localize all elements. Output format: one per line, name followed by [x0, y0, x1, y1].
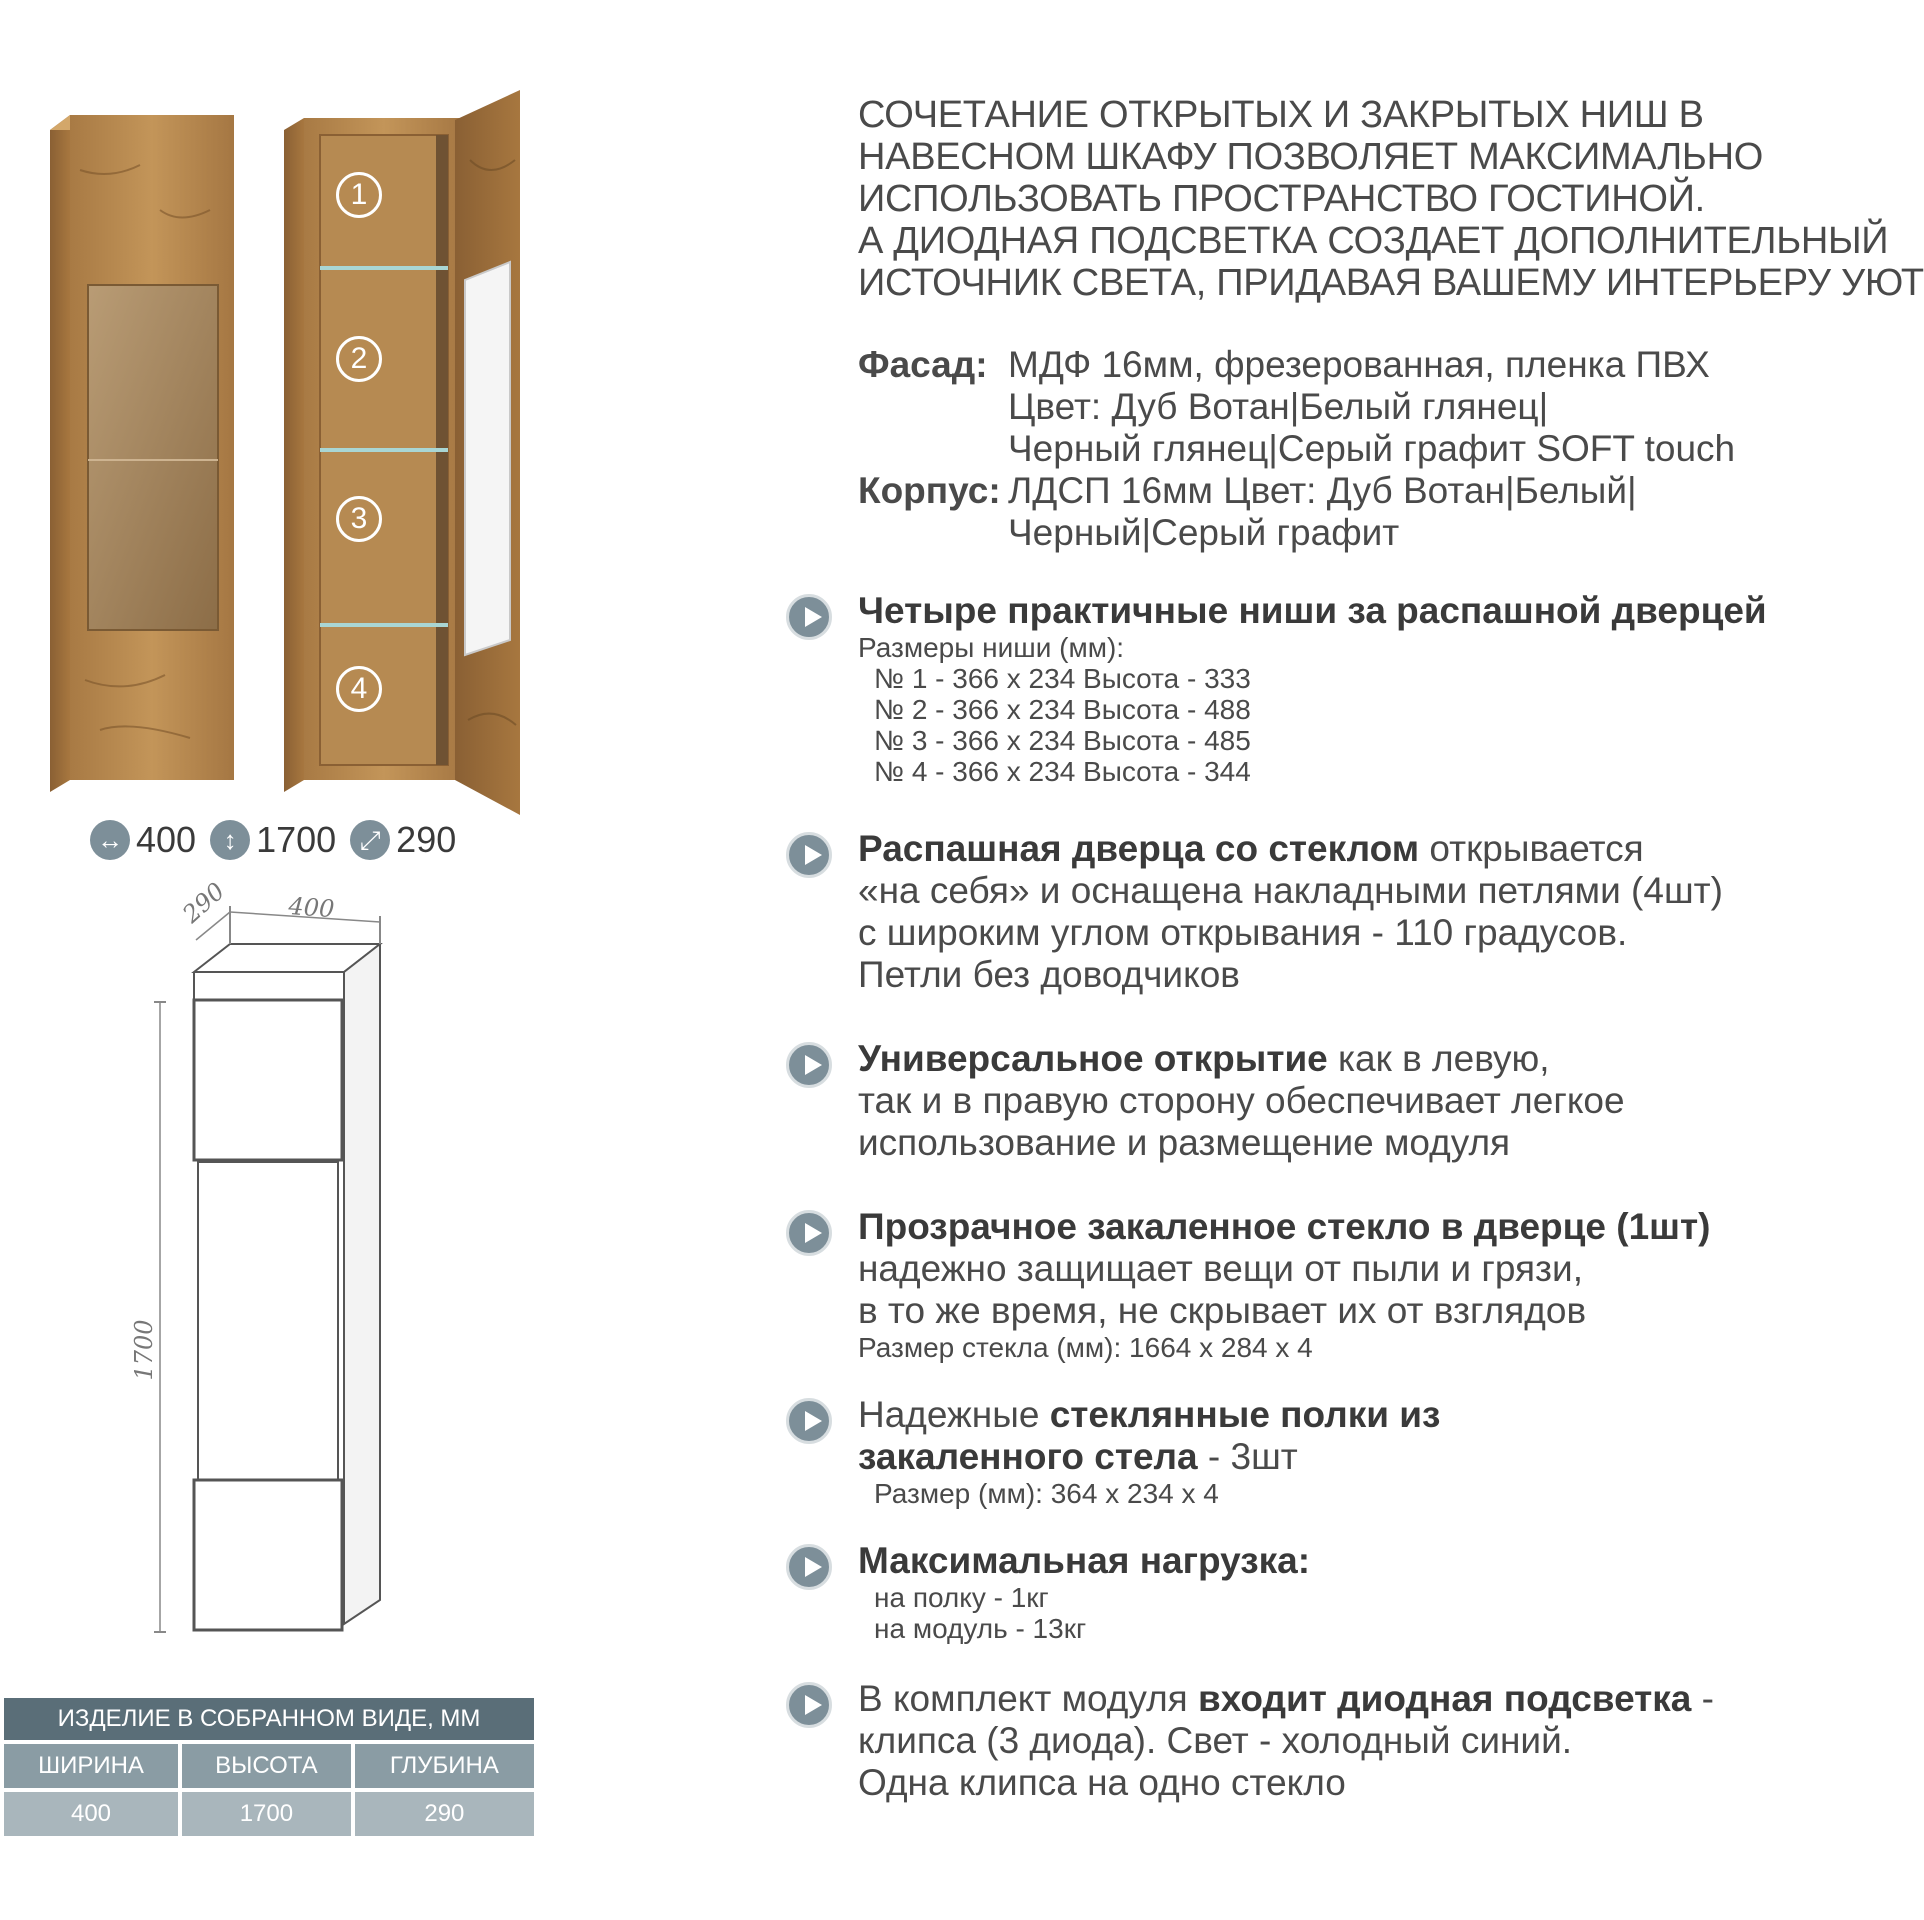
- feature-text: - 3шт: [1197, 1436, 1298, 1477]
- feature-subtitle: Размеры ниши (мм):: [858, 632, 1125, 663]
- intro-line: ИСТОЧНИК СВЕТА, ПРИДАВАЯ ВАШЕМУ ИНТЕРЬЕРУ УЮТ: [858, 262, 1924, 304]
- niche-size-line: № 1 - 366 х 234 Высота - 333: [874, 663, 1251, 694]
- niche-number-1: 1: [336, 172, 382, 218]
- niche-size-line: № 2 - 366 х 234 Высота - 488: [874, 694, 1251, 725]
- facade-spec: [858, 344, 1710, 386]
- height-arrows-icon: ↕: [210, 820, 250, 860]
- feature-text: клипса (3 диода). Свет - холодный синий.: [858, 1720, 1573, 1761]
- table-values-row: [4, 1788, 534, 1836]
- facade-line: Черный глянец|Серый графит SOFT touch: [1008, 428, 1736, 469]
- facade-line: Цвет: Дуб Вотан|Белый глянец|: [1008, 386, 1549, 427]
- niche-number-2: 2: [336, 336, 382, 382]
- feature-title: стеклянные полки из: [1049, 1394, 1441, 1435]
- facade-line: МДФ 16мм, фрезерованная, пленка ПВХ: [1008, 344, 1710, 385]
- drawing-depth-label: 290: [177, 876, 231, 929]
- table-value-height: 1700: [182, 1788, 351, 1836]
- niche-size-line: № 3 - 366 х 234 Высота - 485: [874, 725, 1251, 756]
- technical-drawing: [130, 876, 420, 1660]
- feature-text: Одна клипса на одно стекло: [858, 1762, 1346, 1803]
- feature-small-text: на полку - 1кг: [874, 1582, 1049, 1613]
- play-bullet-icon: [786, 594, 832, 640]
- feature-title: Распашная дверца со стеклом: [858, 828, 1420, 869]
- body-line: Черный|Серый графит: [1008, 512, 1400, 553]
- table-title: ИЗДЕЛИЕ В СОБРАННОМ ВИДЕ, ММ: [4, 1698, 534, 1740]
- feature-text: с широким углом открывания - 110 градусов.: [858, 912, 1628, 953]
- intro-line: ИСПОЛЬЗОВАТЬ ПРОСТРАНСТВО ГОСТИНОЙ.: [858, 178, 1705, 220]
- feature-text: в то же время, не скрывает их от взглядов: [858, 1290, 1587, 1331]
- dimensions-row: [90, 815, 464, 865]
- cabinet-line-drawing: [130, 876, 420, 1660]
- play-bullet-icon: [786, 1042, 832, 1088]
- table-header-row: [4, 1740, 534, 1788]
- table-header-depth: ГЛУБИНА: [355, 1740, 534, 1788]
- table-title-row: [4, 1698, 534, 1740]
- drawing-width-label: 400: [287, 892, 336, 924]
- intro-line: НАВЕСНОМ ШКАФУ ПОЗВОЛЯЕТ МАКСИМАЛЬНО: [858, 136, 1763, 178]
- niche-size-line: № 4 - 366 х 234 Высота - 344: [874, 756, 1251, 787]
- play-bullet-icon: [786, 1682, 832, 1728]
- feature-title: Четыре практичные ниши за распашной дверцей: [858, 590, 1767, 631]
- play-bullet-icon: [786, 832, 832, 878]
- feature-title: Максимальная нагрузка:: [858, 1540, 1311, 1581]
- product-photos: [40, 80, 540, 820]
- table-header-width: ШИРИНА: [4, 1740, 178, 1788]
- body-line: ЛДСП 16мм Цвет: Дуб Вотан|Белый|: [1008, 470, 1637, 511]
- niche-number-4: 4: [336, 666, 382, 712]
- table-header-height: ВЫСОТА: [182, 1740, 351, 1788]
- feature-small-text: Размер (мм): 364 х 234 х 4: [874, 1478, 1219, 1509]
- table-value-width: 400: [4, 1788, 178, 1836]
- feature-text: Надежные: [858, 1394, 1050, 1435]
- depth-arrows-icon: ⤢: [350, 820, 390, 860]
- feature-text: открывается: [1419, 828, 1644, 869]
- feature-text: -: [1691, 1678, 1714, 1719]
- drawing-height-label: 1700: [130, 1319, 158, 1381]
- feature-title: Прозрачное закаленное стекло в дверце (1шт): [858, 1206, 1711, 1247]
- play-bullet-icon: [786, 1210, 832, 1256]
- open-cabinet: [284, 90, 520, 815]
- feature-text: «на себя» и оснащена накладными петлями (4шт): [858, 870, 1723, 911]
- height-value: 1700: [256, 819, 337, 860]
- feature-title: Универсальное открытие: [858, 1038, 1328, 1079]
- feature-text: Петли без доводчиков: [858, 954, 1240, 995]
- feature-text: использование и размещение модуля: [858, 1122, 1511, 1163]
- play-bullet-icon: [786, 1544, 832, 1590]
- body-label: Корпус:: [858, 470, 1001, 511]
- depth-value: 290: [396, 819, 457, 860]
- feature-text: В комплект модуля: [858, 1678, 1198, 1719]
- intro-line: СОЧЕТАНИЕ ОТКРЫТЫХ И ЗАКРЫТЫХ НИШ В: [858, 94, 1704, 136]
- feature-text: так и в правую сторону обеспечивает легкое: [858, 1080, 1625, 1121]
- feature-small-text: Размер стекла (мм): 1664 х 284 х 4: [858, 1332, 1313, 1363]
- feature-title: входит диодная подсветка: [1198, 1678, 1692, 1719]
- assembled-size-table: [0, 1698, 538, 1836]
- width-arrows-icon: ↔: [90, 820, 130, 860]
- niche-number-3: 3: [336, 496, 382, 542]
- table-value-depth: 290: [355, 1788, 534, 1836]
- intro-line: А ДИОДНАЯ ПОДСВЕТКА СОЗДАЕТ ДОПОЛНИТЕЛЬНЫЙ: [858, 220, 1889, 262]
- feature-title: закаленного стела: [858, 1436, 1198, 1477]
- intro-text: [858, 94, 1924, 304]
- play-bullet-icon: [786, 1398, 832, 1444]
- feature-text: как в левую,: [1327, 1038, 1550, 1079]
- width-value: 400: [136, 819, 197, 860]
- body-spec: [858, 470, 1637, 512]
- closed-cabinet: [50, 115, 234, 792]
- cabinet-illustration: [40, 80, 540, 820]
- feature-small-text: на модуль - 13кг: [874, 1613, 1087, 1644]
- feature-text: надежно защищает вещи от пыли и грязи,: [858, 1248, 1583, 1289]
- facade-label: Фасад:: [858, 344, 988, 385]
